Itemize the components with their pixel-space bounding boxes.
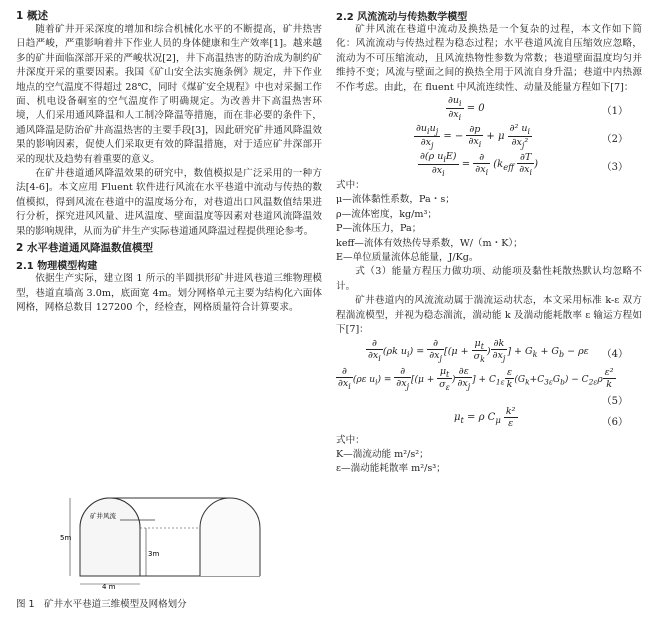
definition-keff: keff—流体有效热传导系数，W/（m・K）；	[336, 237, 523, 249]
equation-4	[336, 338, 642, 366]
subsection-heading-physical: 2.1 物理模型构建	[16, 261, 98, 273]
definition-rho: ρ—流体密度，kg/m³；	[336, 208, 437, 220]
equation-6	[336, 406, 642, 434]
figure-caption: 图 1 矿井水平巷道三维模型及网格划分	[16, 599, 187, 610]
equation-6-number: （6）	[601, 416, 628, 428]
subsection-heading-math: 2.2 风流流动与传热数学模型	[336, 12, 468, 23]
equation-1-body: $\frac{\partial u_i}{\partial x_i}$ = 0	[448, 95, 485, 122]
tunnel-figure	[60, 488, 270, 590]
equation-2-body: $\frac{\partial u_iu_j}{\partial x_j}$ = − $\frac{\partial p}{\partial x_i}$ + μ $\frac{\partial^2 u_i}{\partial x_j^2}$	[416, 123, 531, 150]
paragraph-physical-model: 依据生产实际，建立图 1 所示的半圆拱形矿井进风巷道三维物理模型，巷道直墙高 3.0m，底面宽 4m。划分网格单元主要为结构化六面体网格，网格总数目 127200 个，经检查，网格质量符合计算要求。	[16, 273, 322, 313]
tunnel-3d-drawing	[60, 488, 270, 590]
definition-e: E—单位质量流体总能量，J/Kg。	[336, 252, 479, 264]
equation-5-number-row	[336, 392, 642, 406]
equation-2	[336, 123, 642, 151]
definition-epsilon: ε—湍动能耗散率 m²/s³；	[336, 463, 446, 475]
section-heading-model: 2 水平巷道通风降温数值模型	[16, 242, 153, 255]
equation-1	[336, 95, 642, 123]
section-heading-overview: 1 概述	[16, 10, 48, 22]
where-label: 式中：	[336, 180, 365, 192]
definition-k: K—湍流动能 m²/s²；	[336, 448, 429, 460]
figure-label-3m: 3m	[148, 550, 160, 558]
equation-5	[336, 366, 642, 392]
where-label-2: 式中：	[336, 434, 365, 446]
equation-2-number: （2）	[601, 134, 628, 146]
figure-label-airflow: 矿井风流	[90, 512, 116, 520]
right-column	[336, 0, 642, 477]
equation-1-number: （1）	[601, 106, 628, 118]
paragraph-energy-note: 式（3）能量方程压力做功项、动能项及黏性耗散热默认均忽略不计。	[336, 266, 642, 292]
left-column	[16, 0, 322, 315]
definition-p: P—流体压力，Pa；	[336, 223, 422, 235]
paragraph-overview-2: 在矿井巷道通风降温效果的研究中，数值模拟是广泛采用的一种方法[4-6]。本文应用 Fluent 软件进行风流在水平巷道中流动与传热的数值模拟，得到风流在巷道中的温度场分布，对巷道出口风温数值结果进行分析，探究进风风量、进风温度、壁面温度等因素对巷道风流降温效果的影响规律，从而为矿井生产实际巷道通风降温过程提供理论参考。	[16, 168, 322, 237]
paragraph-math-model: 矿井风流在巷道中流动及换热是一个复杂的过程，本文作如下简化：风流流动与传热过程为稳态过程；水平巷道风流自压缩效应忽略，流动为不可压缩流动，且风流热物性参数为常数；巷道壁面温度均匀并维持不变；风流与壁面之间的换热全用于风流自身升温；巷道中内热源不作考虑。由此，在 fluent 中风流连续性、动量及能量方程如下[7]：	[336, 24, 642, 93]
paragraph-turbulence: 矿井巷道内的风流流动属于湍流运动状态，本文采用标准 k-ε 双方程湍流模型，并视为稳态湍流，湍动能 k 及湍动能耗散率 ε 输运方程如下[7]：	[336, 295, 642, 336]
figure-label-5m: 5m	[60, 534, 72, 542]
equation-3-number: （3）	[601, 162, 628, 174]
paragraph-overview-1: 随着矿井开采深度的增加和综合机械化水平的不断提高，矿井热害日趋严峻，严重影响着井下作业人员的身体健康和生产效率[1]。越来越多的矿井面临深部开采的严峻状况[2]，井下高温热害的防治成为制约矿井深度开采的重要因素。我国《矿山安全法实施条例》规定，井下作业地点的空气温度不得超过 28℃，同时《煤矿安全规程》中也对采掘工作面、机电设备硐室的空气温度作了明确规定。为改善井下高温热害环境，人们采用通风降温和人工制冷降温等措施，而在非必要的条件下，通风降温是防治矿井高温热害的主要手段[3]，因此研究矿井通风降温效果的影响因素，促使人们采取更有效的降温措施，对于适应矿井深部开采的现状及趋势有着重要的意义。	[16, 24, 322, 165]
equation-5-number: （5）	[601, 395, 628, 407]
equation-5-body: $\frac{\partial}{\partial x_i}$ (ρε $u_i$) = $\frac{\partial}{\partial x_j}$ [(μ + $\frac{\mu_t}{\sigma_\varepsilon}$ ) $\frac{\partial\varepsilon}{\partial x_j}$ ] + $C_{1\varepsilon}$ $\frac{\varepsilon}{k}$ $(G_k+C_{3\varepsilon}G_b) - C_{2\varepsilon}\rho$ $\frac{\text{ε²}}{k}$	[338, 365, 614, 393]
equation-4-body: $\frac{\partial}{\partial x_i}$ (ρk $u_i$) = $\frac{\partial}{\partial x_j}$ [(μ + $\frac{\mu_t}{\sigma_k}$ ) $\frac{\partial k}{\partial x_j}$ ] + $G_k + G_b - \rho\varepsilon$	[368, 337, 589, 365]
equation-6-body: $\mu_t = \rho$ $C_\mu$ $\frac{\text{k²}}{\varepsilon}$	[454, 405, 516, 429]
definition-mu: μ—流体黏性系数，Pa・s；	[336, 194, 455, 206]
equation-3	[336, 151, 642, 179]
equation-4-number: （4）	[601, 348, 628, 360]
figure-label-4m: 4 m	[102, 583, 116, 590]
equation-3-body: $\frac{\partial(\rho u_iE)}{\partial x_i}$ = $\frac{\partial}{\partial x_i}$ ($k_{eff}$ $\frac{\partial T}{\partial x_i}$ )	[420, 151, 538, 178]
